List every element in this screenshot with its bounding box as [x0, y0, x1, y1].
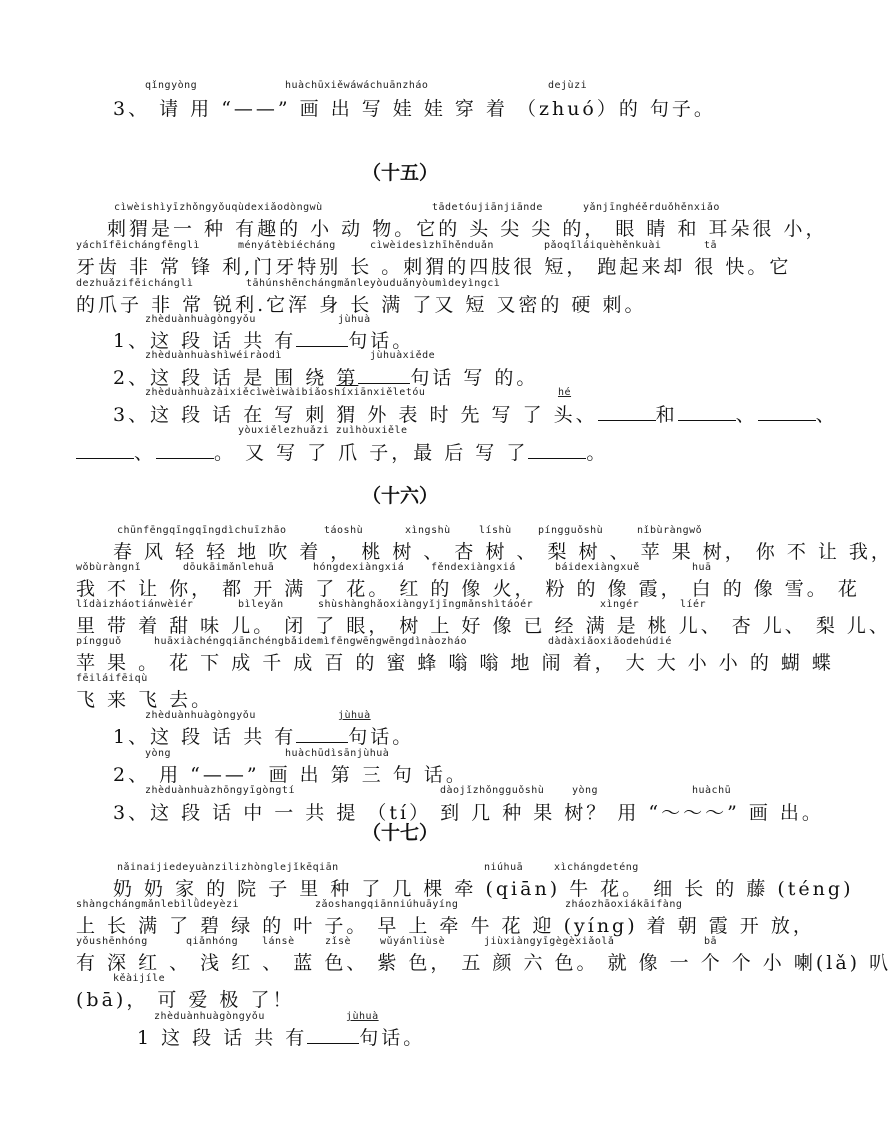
- passage-15-line1: 刺猬是一 种 有趣的 小 动 物。它的 头 尖 尖 的， 眼 睛 和 耳朵很 小，: [107, 218, 828, 240]
- question-16-3: 3、这 段 话 中 一 共 提 （tí） 到 几 种 果 树？ 用 “～～～” 画 出。: [113, 802, 824, 824]
- pinyin-15-2a: yáchǐfēichángfēnglì: [76, 240, 200, 251]
- pinyin-17-2a: shàngchángmǎnlebìlǜdeyèzi: [76, 899, 240, 910]
- pinyin-15-1a: cìwèishìyīzhǒngyǒuqùdexiǎodòngwù: [114, 202, 323, 213]
- section-title-17: （十七）: [361, 822, 438, 844]
- pinyin-q14-3: dejùzi: [548, 80, 588, 91]
- passage-17-line2: 上 长 满 了 碧 绿 的 叶 子。 早 上 牵 牛 花 迎 (yíng) 着 朝 霞 开 放，: [76, 915, 815, 937]
- pinyin-16-1e: píngguǒshù: [538, 525, 604, 536]
- pinyin-15-q1a: zhèduànhuàgòngyǒu: [145, 314, 256, 325]
- question-16-2: 2、 用 “——” 画 出 第 三 句 话。: [113, 764, 468, 786]
- answer-blank[interactable]: [598, 419, 656, 421]
- passage-15-line2: 牙齿 非 常 锋 利,门牙特别 长 。刺猬的四肢很 短， 跑起来却 很 快。它: [76, 256, 792, 278]
- pinyin-16-1b: táoshù: [324, 525, 364, 536]
- pinyin-17-1c: xìchángdeténg: [554, 862, 639, 873]
- pinyin-16-4b: huāxiàchéngqiānchéngbǎidemìfēngwēngwēngdìnàozháo: [154, 636, 467, 647]
- pinyin-16-1d: líshù: [479, 525, 512, 536]
- answer-blank[interactable]: [296, 345, 348, 347]
- pinyin-15-q2b: jùhuàxiěde: [370, 350, 436, 361]
- pinyin-16-q2a: yòng: [145, 748, 172, 759]
- pinyin-16-4c: dàdàxiǎoxiǎodehúdié: [548, 636, 672, 647]
- pinyin-16-2f: huā: [692, 562, 712, 573]
- passage-17-line1: 奶 奶 家 的 院 子 里 种 了 几 棵 牵 (qiān) 牛 花。 细 长 的 藤 (téng): [113, 878, 854, 900]
- pinyin-17-q1a: zhèduànhuàgòngyǒu: [154, 1011, 265, 1022]
- pinyin-16-3e: líér: [680, 599, 707, 610]
- pinyin-17-1a: nǎinaijiedeyuànzilizhònglejǐkēqiān: [117, 862, 339, 873]
- question-15-3-cont: 、 。 又 写 了 爪 子，最 后 写 了 。: [76, 438, 608, 465]
- pinyin-17-2b: zǎoshangqiānniúhuāyíng: [315, 899, 459, 910]
- pinyin-15-q1b: jùhuà: [338, 314, 371, 325]
- pinyin-16-1f: nǐbùràngwǒ: [637, 525, 703, 536]
- pinyin-16-3d: xìngér: [600, 599, 640, 610]
- pinyin-15-2c: cìwèidesìzhīhěnduǎn: [370, 240, 494, 251]
- pinyin-15-3a: dezhuǎzifēichánglì: [76, 278, 194, 289]
- pinyin-15-1c: yǎnjīnghéěrduǒhěnxiǎo: [583, 202, 720, 213]
- pinyin-17-3g: bā: [704, 936, 718, 947]
- question-17-1: 1 这 段 话 共 有 句话。: [137, 1027, 426, 1049]
- pinyin-15-q3a: zhèduànhuàzàixiěcìwèiwàibiǎoshíxiānxiěletóu: [145, 387, 426, 398]
- pinyin-15-2e: tā: [704, 240, 718, 251]
- answer-blank[interactable]: [758, 419, 816, 421]
- question-15-2: 2、这 段 话 是 围 绕 第 句话 写 的。: [113, 367, 539, 389]
- passage-17-line3: 有 深 红 、 浅 红 、 蓝 色、 紫 色， 五 颜 六 色。 就 像 一 个 个 小 喇(lǎ) 叭: [76, 952, 892, 974]
- question-16-1: 1、这 段 话 共 有 句话。: [113, 726, 415, 748]
- pinyin-17-2c: zháozhāoxiákāifàng: [565, 899, 683, 910]
- pinyin-17-3b: qiǎnhóng: [186, 936, 239, 947]
- pinyin-16-q3a: zhèduànhuàzhōngyīgòngtí: [145, 785, 295, 796]
- pinyin-15-q2a: zhèduànhuàshìwéiràodì: [145, 350, 282, 361]
- answer-blank[interactable]: [528, 457, 586, 459]
- pinyin-17-q1b: jùhuà: [346, 1011, 379, 1022]
- pinyin-16-2b: dōukāimǎnlehuā: [183, 562, 275, 573]
- pinyin-16-5: fēiláifēiqù: [76, 673, 148, 684]
- pinyin-17-1b: niúhuā: [484, 862, 524, 873]
- question-15-3: 3、这 段 话 在 写 刺 猬 外 表 时 先 写 了 头、 和 、 、: [113, 404, 838, 426]
- pinyin-15-1b: tādetóujiānjiānde: [432, 202, 543, 213]
- pinyin-17-4: kěàijíle: [113, 973, 166, 984]
- answer-blank[interactable]: [307, 1042, 359, 1044]
- passage-16-line5: 飞 来 飞 去。: [76, 689, 214, 711]
- pinyin-16-3a: lǐdàizháotiánwèiér: [76, 599, 194, 610]
- answer-blank[interactable]: [678, 419, 736, 421]
- pinyin-16-2d: fěndexiàngxiá: [431, 562, 516, 573]
- passage-15-line3: 的爪子 非 常 锐利.它浑 身 长 满 了又 短 又密的 硬 刺。: [76, 294, 647, 316]
- pinyin-15-q3b: hé: [558, 387, 572, 398]
- pinyin-16-1c: xìngshù: [405, 525, 451, 536]
- question-q14-3: 3、 请 用 “——” 画 出 写 娃 娃 穿 着 （zhuó）的 句子。: [113, 98, 716, 120]
- pinyin-16-2a: wǒbùràngnǐ: [76, 562, 142, 573]
- answer-blank[interactable]: [156, 457, 214, 459]
- pinyin-16-2e: báidexiàngxuě: [555, 562, 640, 573]
- passage-16-line3: 里 带 着 甜 味 儿。 闭 了 眼， 树 上 好 像 已 经 满 是 桃 儿、 杏 儿、 梨 儿、: [76, 615, 891, 637]
- pinyin-15-q3c: yòuxiělezhuǎzi zuìhòuxiěle: [238, 425, 408, 436]
- section-title-15: （十五）: [361, 162, 438, 184]
- answer-blank[interactable]: [296, 741, 348, 743]
- question-15-1: 1、这 段 话 共 有 句话。: [113, 330, 415, 352]
- pinyin-q14-2: huàchūxiěwáwáchuānzháo: [285, 80, 429, 91]
- section-title-16: （十六）: [361, 485, 438, 507]
- pinyin-16-q3c: yòng: [572, 785, 599, 796]
- pinyin-16-3b: bìleyǎn: [238, 599, 284, 610]
- pinyin-17-3a: yǒushēnhóng: [76, 936, 148, 947]
- pinyin-16-1a: chūnfēngqīngqīngdìchuīzhāo: [117, 525, 287, 536]
- pinyin-q14-1: qǐngyòng: [145, 80, 198, 91]
- pinyin-17-3e: wǔyánliùsè: [380, 936, 446, 947]
- passage-16-line1: 春 风 轻 轻 地 吹 着 ， 桃 树 、 杏 树 、 梨 树 、 苹 果 树， 你 不 让 我，: [113, 541, 893, 563]
- pinyin-15-2b: ményátèbiécháng: [238, 240, 336, 251]
- pinyin-16-2c: hóngdexiàngxiá: [313, 562, 405, 573]
- passage-17-line4: (bā)， 可 爱 极 了！: [76, 989, 295, 1011]
- pinyin-15-2d: pǎoqǐláiquèhěnkuài: [544, 240, 662, 251]
- pinyin-17-3f: jiùxiàngyīgègèxiǎolǎ: [484, 936, 615, 947]
- pinyin-16-3c: shùshànghǎoxiàngyǐjīngmǎnshìtáoér: [318, 599, 534, 610]
- pinyin-16-q1a: zhèduànhuàgòngyǒu: [145, 710, 256, 721]
- pinyin-15-3b: tāhúnshēnchángmǎnleyòuduǎnyòumìdeyìngcì: [246, 278, 501, 289]
- pinyin-16-q2b: huàchūdìsānjùhuà: [285, 748, 390, 759]
- pinyin-16-q3d: huàchū: [692, 785, 732, 796]
- passage-16-line2: 我 不 让 你， 都 开 满 了 花。 红 的 像 火， 粉 的 像 霞， 白 的 像 雪。 花: [76, 578, 860, 600]
- answer-blank[interactable]: [358, 382, 410, 384]
- pinyin-17-3d: zǐsè: [325, 936, 352, 947]
- passage-16-line4: 苹 果 。 花 下 成 千 成 百 的 蜜 蜂 嗡 嗡 地 闹 着， 大 大 小 小 的 蝴 蝶: [76, 652, 834, 674]
- pinyin-16-q1b: jùhuà: [338, 710, 371, 721]
- pinyin-17-3c: lánsè: [262, 936, 295, 947]
- answer-blank[interactable]: [76, 457, 134, 459]
- pinyin-16-q3b: dàojǐzhǒngguǒshù: [440, 785, 545, 796]
- pinyin-16-4a: píngguǒ: [76, 636, 122, 647]
